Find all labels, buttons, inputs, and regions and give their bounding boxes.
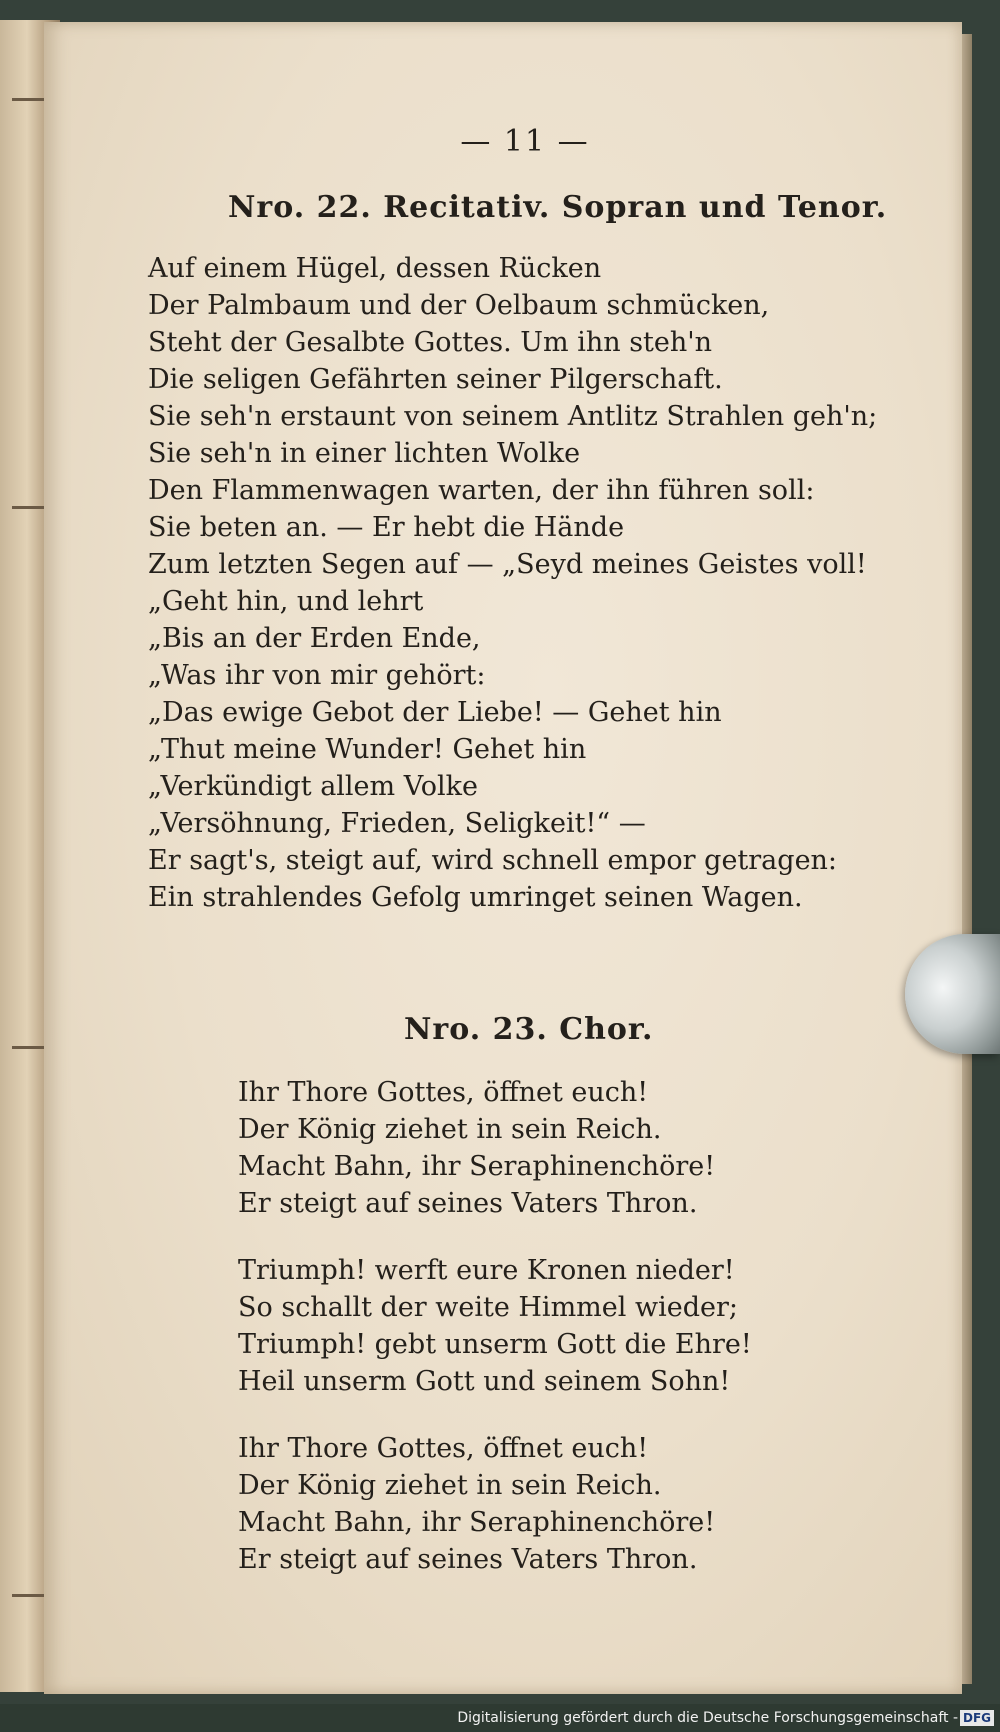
- chorus-stanza-3: [238, 1430, 715, 1578]
- binding-stitch: [12, 98, 46, 101]
- text-line: „Versöhnung, Frieden, Seligkeit!“ —: [148, 808, 646, 839]
- text-line: „Bis an der Erden Ende,: [148, 623, 481, 654]
- text-line: Er sagt's, steigt auf, wird schnell empor getragen:: [148, 845, 838, 876]
- section-heading-recitative: Nro. 22. Recitativ. Sopran und Tenor.: [228, 190, 888, 225]
- text-line: Auf einem Hügel, dessen Rücken: [148, 253, 602, 284]
- verse-line: Ihr Thore Gottes, öffnet euch!: [238, 1433, 649, 1464]
- verse-line: Der König ziehet in sein Reich.: [238, 1114, 662, 1145]
- page-edge-right: [962, 34, 972, 1684]
- text-line: „Das ewige Gebot der Liebe! — Gehet hin: [148, 697, 722, 728]
- verse-line: Er steigt auf seines Vaters Thron.: [238, 1188, 698, 1219]
- chorus-stanza-2: [238, 1252, 752, 1400]
- binding-stitch: [12, 506, 46, 509]
- binding-stitch: [12, 1594, 46, 1597]
- recitative-text: [148, 250, 877, 916]
- verse-line: Triumph! werft eure Kronen nieder!: [238, 1255, 735, 1286]
- text-line: Steht der Gesalbte Gottes. Um ihn steh'n: [148, 327, 713, 358]
- text-line: „Geht hin, und lehrt: [148, 586, 424, 617]
- verse-line: So schallt der weite Himmel wieder;: [238, 1292, 738, 1323]
- text-line: Sie seh'n erstaunt von seinem Antlitz Strahlen geh'n;: [148, 401, 878, 432]
- text-line: Zum letzten Segen auf — „Seyd meines Geistes voll!: [148, 549, 867, 580]
- text-line: „Thut meine Wunder! Gehet hin: [148, 734, 587, 765]
- verse-line: Heil unserm Gott und seinem Sohn!: [238, 1366, 731, 1397]
- text-line: Sie seh'n in einer lichten Wolke: [148, 438, 581, 469]
- verse-line: Macht Bahn, ihr Seraphinenchöre!: [238, 1151, 716, 1182]
- verse-line: Triumph! gebt unserm Gott die Ehre!: [238, 1329, 752, 1360]
- digitization-footer: [0, 1704, 1000, 1732]
- text-line: Der Palmbaum und der Oelbaum schmücken,: [148, 290, 770, 321]
- text-line: Ein strahlendes Gefolg umringet seinen Wagen.: [148, 882, 803, 913]
- text-line: Den Flammenwagen warten, der ihn führen soll:: [148, 475, 815, 506]
- text-line: „Was ihr von mir gehört:: [148, 660, 486, 691]
- text-line: Sie beten an. — Er hebt die Hände: [148, 512, 625, 543]
- text-line: Die seligen Gefährten seiner Pilgerschaft.: [148, 364, 723, 395]
- verse-line: Macht Bahn, ihr Seraphinenchöre!: [238, 1507, 716, 1538]
- verse-line: Der König ziehet in sein Reich.: [238, 1470, 662, 1501]
- page-number: — 11 —: [460, 124, 590, 159]
- chorus-stanza-1: [238, 1074, 715, 1222]
- verse-line: Ihr Thore Gottes, öffnet euch!: [238, 1077, 649, 1108]
- dfg-logo: DFG: [960, 1710, 994, 1726]
- verse-line: Er steigt auf seines Vaters Thron.: [238, 1544, 698, 1575]
- section-heading-chorus: Nro. 23. Chor.: [404, 1012, 654, 1047]
- binding-stitch: [12, 1046, 46, 1049]
- text-line: „Verkündigt allem Volke: [148, 771, 478, 802]
- funding-credit: Digitalisierung gefördert durch die Deutsche Forschungsgemeinschaft -: [457, 1710, 958, 1726]
